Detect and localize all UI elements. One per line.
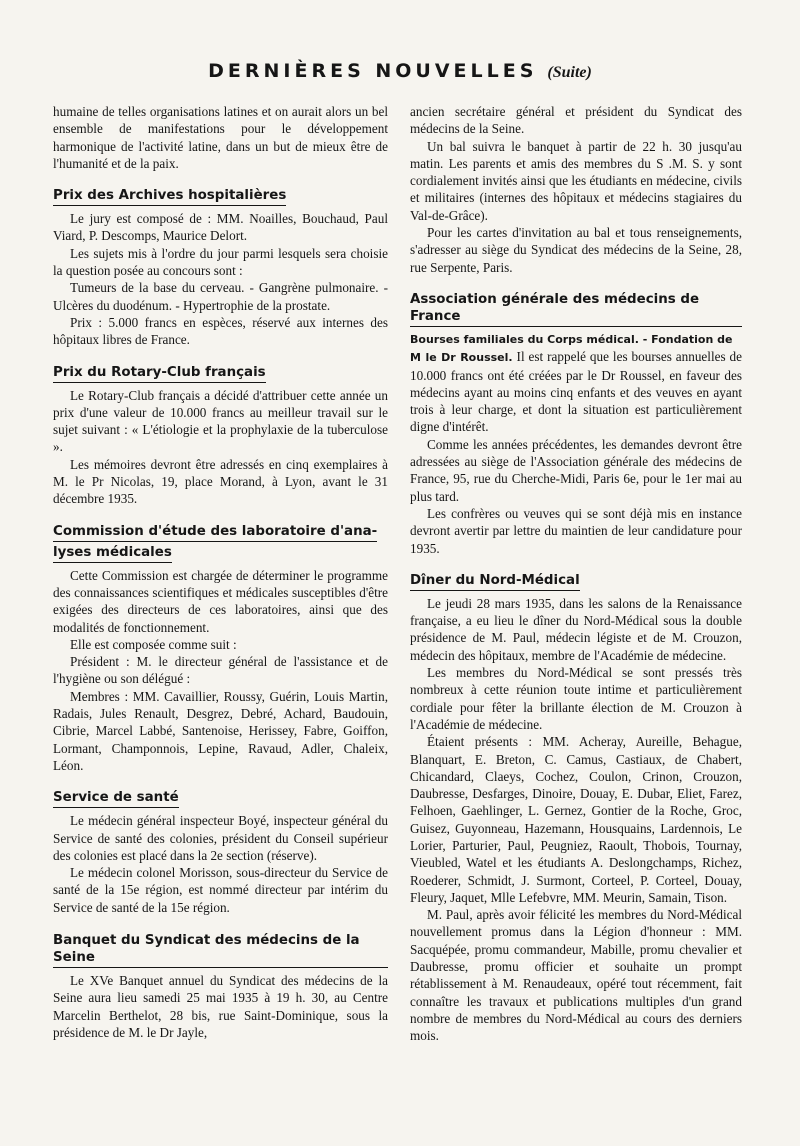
paragraph: Tumeurs de la base du cerveau. - Gangrène pulmonaire. - Ulcères du duodénum. - Hypertrophie de la prostate. [53,280,388,313]
heading-banquet: Banquet du Syndicat des médecins de la Seine [53,932,388,968]
paragraph: Les mémoires devront être adressés en cinq exemplaires à M. le Pr Nicolas, 19, place Morand, à Lyon, avant le 31 décembre 1935. [53,456,388,507]
paragraph: Prix : 5.000 francs en espèces, réservé aux internes des hôpitaux libres de France. [53,314,388,348]
paragraph: Les sujets mis à l'ordre du jour parmi lesquels sera choisie la question posée au concours sont : [53,245,388,279]
subheading: Bourses familiales du Corps médical. - Fondation de [410,332,733,346]
paragraph [410,331,742,436]
paragraph: Pour les cartes d'invitation au bal et tous renseignements, s'adresser au siège du Syndicat des médecins de la Seine, 28, rue Serpente, Paris. [410,225,742,275]
inline-text: Il est rappelé que les bourses annuelles de 10.000 francs ont été créées par le Dr Roussel, en faveur des médecins ayant au moins cinq enfants et des veuves en ayant trois à leur charge, et dont la situation est particulièrement digne d'intérêt. [410,349,742,435]
paragraph: Les membres du Nord-Médical se sont pressés très nombreux à cette réunion toute intime et particulièrement cordiale pour fêter la brillante élection de M. Crouzon à l'Académie de médecine. [410,665,742,732]
section-suite: (Suite) [547,64,592,81]
intro-paragraph: humaine de telles organisations latines et on aurait alors un bel ensemble de manifestations pour le développement harmonique de l'activité latine, dans un but de mieux être de l'humanité et de la paix. [53,104,388,171]
left-column [53,103,388,1041]
paragraph: Comme les années précédentes, les demandes devront être adressées au siège de l'Association générale des médecins de France, 95, rue du Cherche-Midi, Paris 6e, pour le 1er mai au plus tard. [410,436,742,504]
continued-paragraph: ancien secrétaire général et président du Syndicat des médecins de la Seine. [410,104,742,137]
paragraph: Le Rotary-Club français a décidé d'attribuer cette année un prix d'une valeur de 10.000 francs au meilleur travail sur le sujet suivant : « L'étiologie et la prophylaxie de la tuberculose ». [53,387,388,455]
subheading: M le Dr Roussel. [410,351,513,365]
paragraph: Un bal suivra le banquet à partir de 22 h. 30 jusqu'au matin. Les parents et amis des membres du S .M. S. y sont cordialement invités ainsi que les étudiants en médecine, civils et militaires (internes des hôpitaux et médecins stagiaires du Val-de-Grâce). [410,138,742,223]
heading-commission-cont: lyses médicales [53,544,172,563]
paragraph: Membres : MM. Cavaillier, Roussy, Guérin, Louis Martin, Radais, Jules Renault, Desgrez, Debré, Achard, Baudouin, Cibrie, Marcel Labbé, Santenoise, Herissey, Fabre, Goiffon, Lormant, Champonnois, Lepine, Ravaud, Adler, Chaleix, Léon. [53,688,388,773]
paragraph: Les confrères ou veuves qui se sont déjà mis en instance devront avertir par lettre du maintien de leur candidature pour 1935. [410,505,742,556]
section-title: DERNIÈRES NOUVELLES [208,60,538,82]
page-header [0,60,800,82]
heading-rotary-club: Prix du Rotary-Club français [53,364,266,383]
paragraph: Le médecin général inspecteur Boyé, inspecteur général du Service de santé des colonies, président du Conseil supérieur des colonies est placé dans la 2e section (réserve). [53,813,388,863]
paragraph: M. Paul, après avoir félicité les membres du Nord-Médical nouvellement promus dans la Légion d'honneur : MM. Sacquépée, promu commandeur, Mabille, promu chevalier et Daubresse, promu officier et souhaite un prompt rétablissement à M. Renaudeaux, opéré tout récemment, fait connaître les travaux et publications multiples d'un grand nombre de membres du Nord-Médical au cours des derniers mois. [410,907,742,1044]
paragraph: Le médecin colonel Morisson, sous-directeur du Service de santé de la 15e région, est nommé directeur par intérim du Service de santé de la 15e région. [53,865,388,915]
heading-service-sante: Service de santé [53,789,179,808]
paragraph: Président : M. le directeur général de l'assistance et de l'hygiène ou son délégué : [53,654,388,687]
paragraph: Le jury est composé de : MM. Noailles, Bouchaud, Paul Viard, P. Descomps, Maurice Delort. [53,211,388,244]
heading-prix-archives: Prix des Archives hospitalières [53,187,286,206]
heading-association: Association générale des médecins de France [410,291,742,327]
heading-diner: Dîner du Nord-Médical [410,572,580,591]
paragraph: Le jeudi 28 mars 1935, dans les salons de la Renaissance française, a eu lieu le dîner du Nord-Médical sous la double présidence de M. Paul, médecin légiste et de M. Crouzon, médecin des hôpitaux, membre de l'Académie de médecine. [410,595,742,663]
right-column [410,103,742,1045]
heading-commission: Commission d'étude des laboratoire d'ana- [53,523,377,542]
paragraph: Le XVe Banquet annuel du Syndicat des médecins de la Seine aura lieu samedi 25 mai 1935 à 19 h. 30, au Centre Marcelin Berthelot, 28 bis, rue Saint-Dominique, sous la présidence de M. le Dr Jayle, [53,972,388,1040]
paragraph: Elle est composée comme suit : [70,636,237,652]
paragraph: Étaient présents : MM. Acheray, Aureille, Behague, Blanquart, E. Breton, C. Camus, Castiaux, de Chabert, Chicandard, Claeys, Cochez, Coulon, Crinon, Crouzon, Daubresse, Desfarges, Dinoire, Douay, E. Dubar, Eliet, Farez, Felhoen, Gaehlinger, L. Gernez, Gontier de la Roche, Groc, Guisez, Guyonneau, Hazemann, Housquains, Lardennois, Le Lorier, Parturier, Paul, Peugniez, Raoult, Thobois, Tournay, Vieubled, Watel et les étudiants A. Deslongchamps, Richez, Roederer, Schmidt, J. Surmont, Corteel, P. Corteel, Douay, Fleury, Jaquet, Mlle Lefebvre, MM. Meurin, Samain, Tison. [410,734,742,905]
paragraph: Cette Commission est chargée de déterminer le programme des connaissances scientifiques et médicales susceptibles d'être exigées des directeurs de ces laboratoires, ainsi que des modalités de fonctionnement. [53,567,388,635]
